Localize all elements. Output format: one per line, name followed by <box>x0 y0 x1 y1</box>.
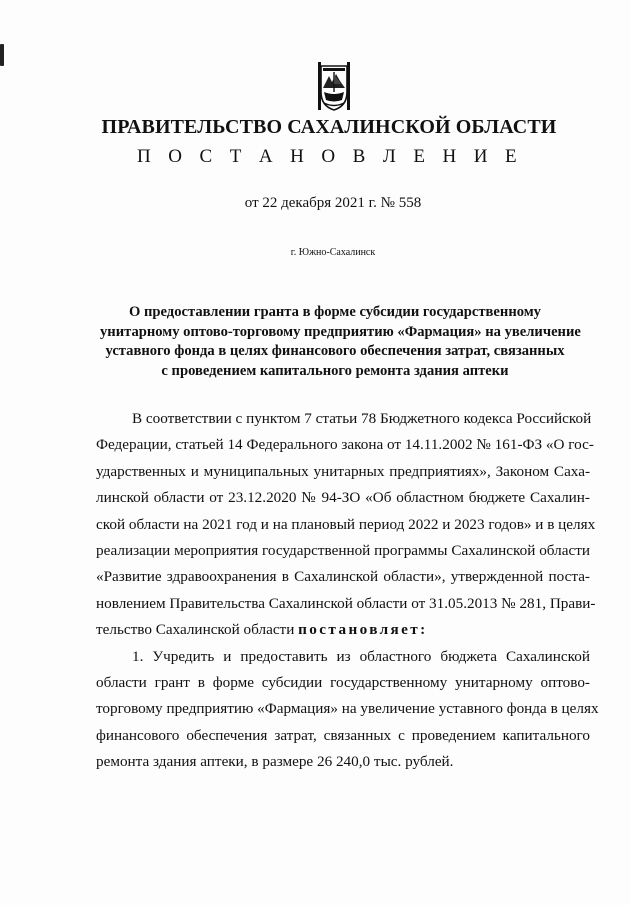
subject-line: уставного фонда в целях финансового обеспечения затрат, связанных <box>105 343 565 360</box>
body-line: линской области от 23.12.2020 № 94-ЗО «Об областном бюджете Сахалин- <box>96 489 590 507</box>
body-line: ударственных и муниципальных унитарных предприятиях», Законом Саха- <box>96 462 590 480</box>
body-line: реализации мероприятия государственной программы Сахалинской области <box>96 541 590 559</box>
sakhalin-coat-of-arms-icon <box>318 62 350 112</box>
body-line: области грант в форме субсидии государственному унитарному оптово- <box>96 673 590 691</box>
resolution-prefix: тельство Сахалинской области <box>96 621 299 639</box>
body-line: финансового обеспечения затрат, связанных с проведением капитального <box>96 726 590 744</box>
body-line: «Развитие здравоохранения в Сахалинской области», утвержденной поста- <box>96 568 590 586</box>
organization-title: ПРАВИТЕЛЬСТВО САХАЛИНСКОЙ ОБЛАСТИ <box>101 116 557 138</box>
document-body <box>96 406 599 775</box>
body-line: новлением Правительства Сахалинской области от 31.05.2013 № 281, Прави- <box>96 594 596 612</box>
scan-edge-mark <box>0 44 4 66</box>
body-line: Федерации, статьей 14 Федерального закона от 14.11.2002 № 161-ФЗ «О гос- <box>96 436 594 454</box>
subject-line: унитарному оптово-торговому предприятию «Фармация» на увеличение <box>100 323 581 340</box>
subject-line: О предоставлении гранта в форме субсидии государственному <box>129 304 541 320</box>
body-line-resolution <box>96 617 590 643</box>
document-type: П О С Т А Н О В Л Е Н И Е <box>136 146 524 167</box>
body-line: 1. Учредить и предоставить из областного бюджета Сахалинской <box>132 647 590 665</box>
body-line: В соответствии с пунктом 7 статьи 78 Бюджетного кодекса Российской <box>132 410 592 427</box>
document-subject <box>100 303 581 381</box>
body-line: ской области на 2021 год и на плановый период 2022 и 2023 годов» и в целях <box>96 515 596 533</box>
body-line: торговому предприятию «Фармация» на увеличение уставного фонда в целях <box>96 700 599 718</box>
document-date-number: от 22 декабря 2021 г. № 558 <box>244 195 422 211</box>
body-line: ремонта здания аптеки, в размере 26 240,0 тыс. рублей. <box>96 753 454 771</box>
subject-line: с проведением капитального ремонта здания аптеки <box>161 362 509 379</box>
resolution-keyword: постановляет: <box>298 621 428 639</box>
document-city: г. Южно-Сахалинск <box>290 247 376 258</box>
